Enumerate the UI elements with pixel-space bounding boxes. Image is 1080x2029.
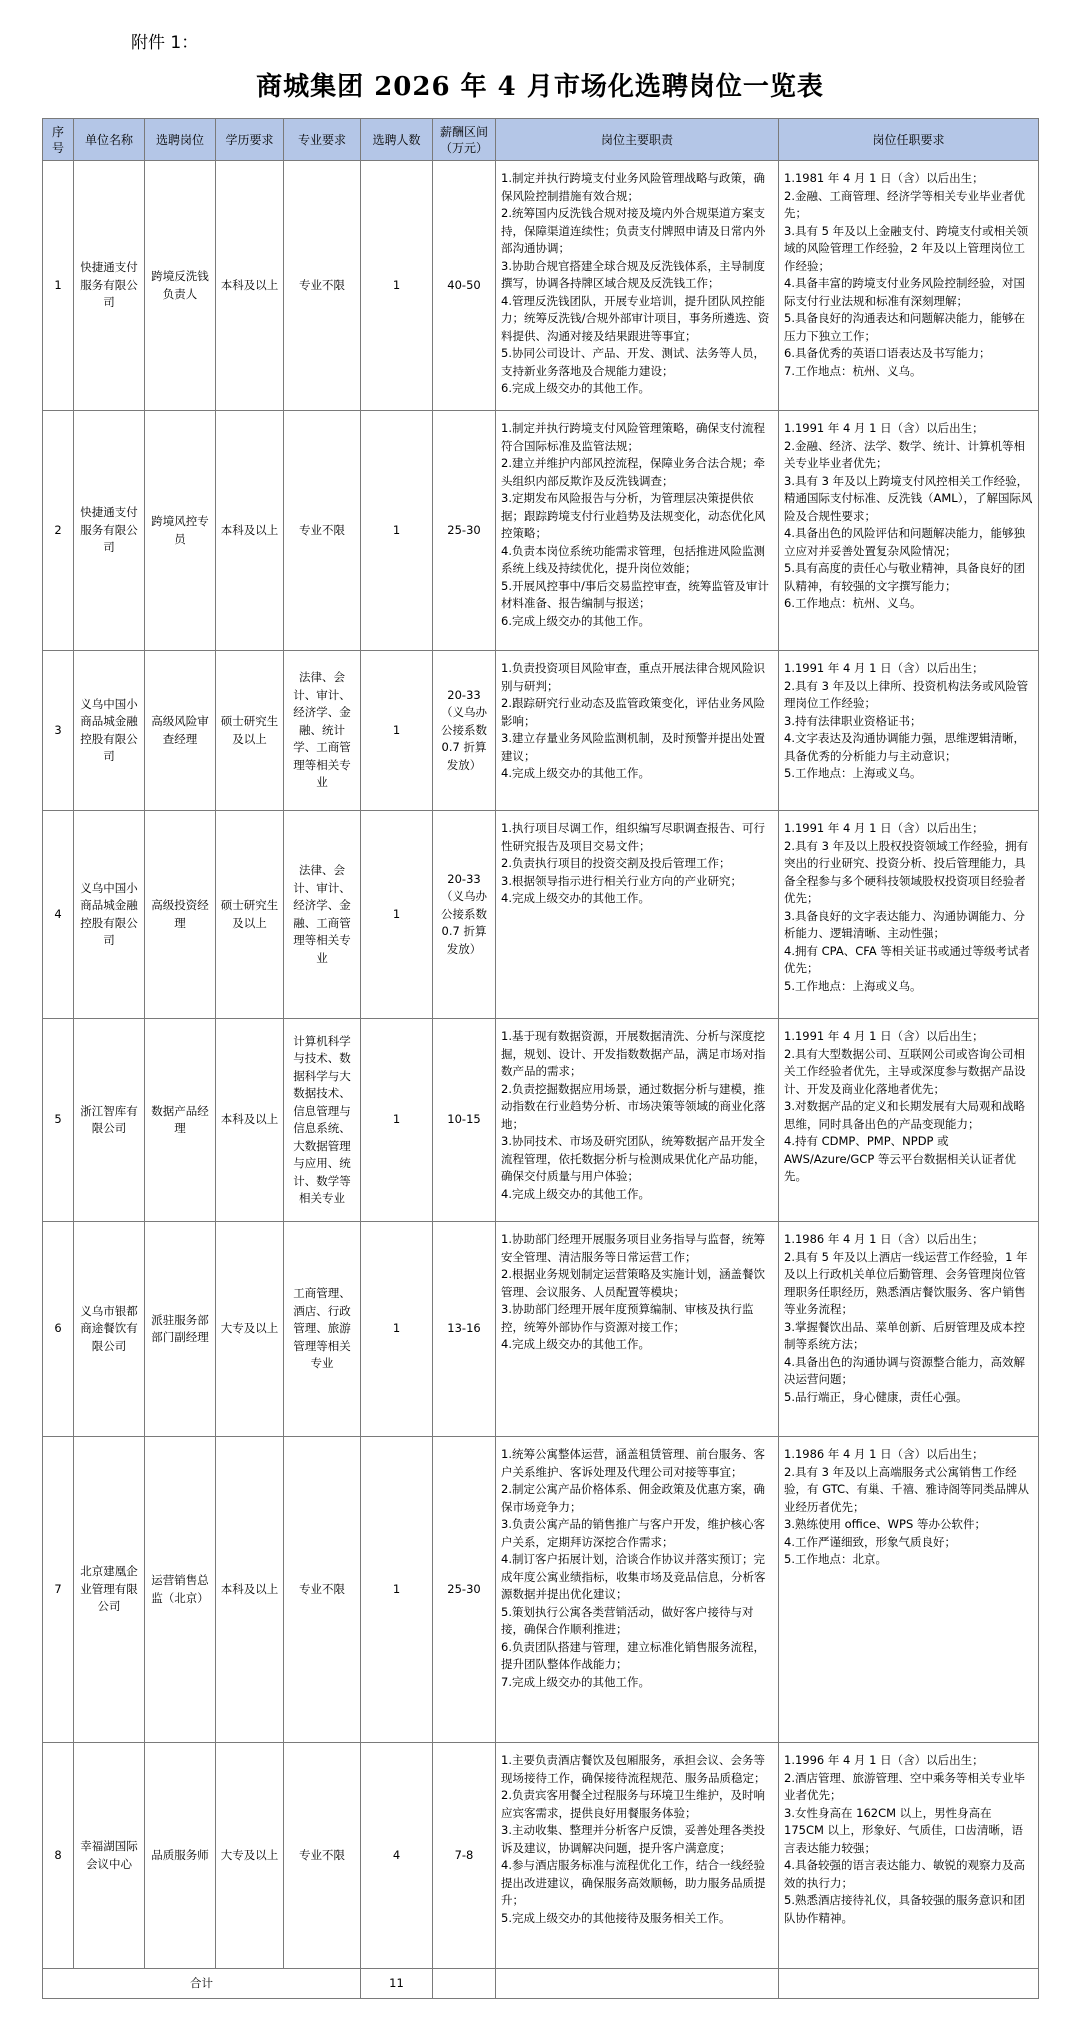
row-seq: 5 — [43, 1019, 74, 1222]
duty-item: 5.完成上级交办的其他接待及服务相关工作。 — [501, 1910, 731, 1925]
duty-item: 5.开展风控事中/事后交易监控审查，统筹监管及审计材料准备、报告编制与报送； — [501, 578, 769, 610]
row-education: 本科及以上 — [216, 161, 284, 411]
table-header-row — [43, 119, 1039, 161]
duty-item: 1.协助部门经理开展服务项目业务指导与监督，统筹安全管理、清洁服务等日常运营工作； — [501, 1232, 765, 1264]
row-count: 4 — [361, 1743, 433, 1969]
row-salary: 40-50 — [433, 161, 496, 411]
duty-item: 2.负责宾客用餐全过程服务与环境卫生维护，及时响应宾客需求，提供良好用餐服务体验； — [501, 1788, 765, 1820]
duty-item: 3.协同技术、市场及研究团队，统筹数据产品开发全流程管理，依托数据分析与检测成果优化产品功能，确保交付质量与用户体验； — [501, 1134, 766, 1183]
requirement-item: 4.具备较强的语言表达能力、敏锐的观察力及高效的执行力； — [784, 1858, 1025, 1890]
duty-item: 1.负责投资项目风险审查，重点开展法律合规风险识别与研判； — [501, 661, 765, 693]
header-position: 选聘岗位 — [145, 119, 216, 161]
requirement-item: 3.具有 5 年及以上金融支付、跨境支付或相关领域的风险管理工作经验，2 年及以上管理岗位工作经验； — [784, 223, 1029, 273]
row-position: 派驻服务部部门副经理 — [145, 1222, 216, 1437]
row-salary: 20-33（义乌办公接系数 0.7 折算发放） — [433, 811, 496, 1019]
requirement-item: 1.1986 年 4 月 1 日（含）以后出生； — [784, 1447, 984, 1461]
header-salary: 薪酬区间（万元） — [433, 119, 496, 161]
row-education: 硕士研究生及以上 — [216, 811, 284, 1019]
row-education: 硕士研究生及以上 — [216, 651, 284, 811]
duty-item: 1.制定并执行跨境支付业务风险管理战略与政策，确保风险控制措施有效合规； — [501, 171, 765, 203]
requirement-item: 3.熟练使用 office、WPS 等办公软件； — [784, 1517, 986, 1531]
duty-item: 4.完成上级交办的其他工作。 — [501, 1186, 650, 1201]
duty-item: 6.完成上级交办的其他工作。 — [501, 613, 650, 628]
header-education: 学历要求 — [216, 119, 284, 161]
table-row — [43, 1222, 1039, 1437]
row-seq: 6 — [43, 1222, 74, 1437]
total-row — [43, 1969, 1039, 1999]
row-education: 大专及以上 — [216, 1222, 284, 1437]
requirement-item: 1.1981 年 4 月 1 日（含）以后出生； — [784, 171, 984, 185]
duty-item: 4.负责本岗位系统功能需求管理，包括推进风险监测系统上线及持续优化，提升岗位效能； — [501, 543, 765, 575]
requirement-item: 2.酒店管理、旅游管理、空中乘务等相关专业毕业者优先； — [784, 1770, 1025, 1802]
table-row — [43, 411, 1039, 651]
row-unit-name: 义乌中国小商品城金融控股有限公司 — [74, 811, 145, 1019]
requirement-item: 3.具有 3 年及以上跨境支付风控相关工作经验，精通国际支付标准、反洗钱（AML），了解国际风险及合规性要求； — [784, 473, 1033, 523]
row-position: 品质服务师 — [145, 1743, 216, 1969]
duty-item: 3.主动收集、整理并分析客户反馈，妥善处理各类投诉及建议，协调解决问题，提升客户满意度； — [501, 1823, 765, 1855]
table-row — [43, 1019, 1039, 1222]
duty-item: 3.协助部门经理开展年度预算编制、审核及执行监控，统筹外部协作与资源对接工作； — [501, 1302, 754, 1334]
row-seq: 3 — [43, 651, 74, 811]
requirement-item: 5.工作地点：上海或义乌。 — [784, 766, 922, 780]
row-position: 跨境风控专员 — [145, 411, 216, 651]
row-unit-name: 幸福湖国际会议中心 — [74, 1743, 145, 1969]
row-requirements — [779, 1019, 1039, 1222]
requirement-item: 4.持有 CDMP、PMP、NPDP 或 AWS/Azure/GCP 等云平台数据相关认证者优先。 — [784, 1134, 1016, 1183]
requirement-item: 5.熟悉酒店接待礼仪，具备较强的服务意识和团队协作精神。 — [784, 1893, 1025, 1925]
row-unit-name: 浙江智库有限公司 — [74, 1019, 145, 1222]
duty-item: 4.完成上级交办的其他工作。 — [501, 1337, 650, 1351]
attachment-label: 附件 1： — [131, 33, 199, 53]
table-row — [43, 1437, 1039, 1743]
duty-item: 1.主要负责酒店餐饮及包厢服务，承担会议、会务等现场接待工作，确保接待流程规范、服务品质稳定； — [501, 1753, 766, 1785]
requirement-item: 1.1991 年 4 月 1 日（含）以后出生； — [784, 661, 984, 675]
row-salary: 25-30 — [433, 411, 496, 651]
total-empty-cell — [496, 1969, 779, 1999]
duty-item: 5.协同公司设计、产品、开发、测试、法务等人员，支持新业务落地及合规能力建设； — [501, 346, 765, 378]
requirement-item: 4.工作严谨细致，形象气质良好； — [784, 1534, 956, 1549]
row-position: 数据产品经理 — [145, 1019, 216, 1222]
positions-table — [42, 118, 1039, 1999]
requirement-item: 7.工作地点：杭州、义乌。 — [784, 363, 922, 378]
total-count: 11 — [361, 1969, 433, 1999]
requirement-item: 3.对数据产品的定义和长期发展有大局观和战略思维，同时具备出色的产品变现能力； — [784, 1099, 1025, 1131]
row-major: 专业不限 — [284, 161, 361, 411]
header-major: 专业要求 — [284, 119, 361, 161]
row-major: 法律、会计、审计、经济学、金融、统计学、工商管理等相关专业 — [284, 651, 361, 811]
requirement-item: 4.具备出色的沟通协调与资源整合能力，高效解决运营问题； — [784, 1354, 1025, 1386]
row-requirements — [779, 1743, 1039, 1969]
row-unit-name: 快捷通支付服务有限公司 — [74, 411, 145, 651]
row-position: 运营销售总监（北京） — [145, 1437, 216, 1743]
row-seq: 4 — [43, 811, 74, 1019]
header-unit: 单位名称 — [74, 119, 145, 161]
duty-item: 6.负责团队搭建与管理，建立标准化销售服务流程，提升团队整体作战能力； — [501, 1639, 765, 1671]
row-duties — [496, 161, 779, 411]
duty-item: 1.执行项目尽调工作，组织编写尽职调查报告、可行性研究报告及项目交易文件； — [501, 821, 765, 853]
duty-item: 1.制定并执行跨境支付风险管理策略，确保支付流程符合国际标准及监管法规； — [501, 421, 765, 453]
duty-item: 4.管理反洗钱团队，开展专业培训，提升团队风控能力；统筹反洗钱/合规外部审计项目，事务所遴选、资料提供、沟通对接及结果跟进等事宜； — [501, 293, 770, 343]
row-requirements — [779, 161, 1039, 411]
row-duties — [496, 1437, 779, 1743]
row-unit-name: 义乌中国小商品城金融控股有限公司 — [74, 651, 145, 811]
row-position: 高级投资经理 — [145, 811, 216, 1019]
row-requirements — [779, 1437, 1039, 1743]
row-requirements — [779, 811, 1039, 1019]
requirement-item: 5.工作地点：北京。 — [784, 1552, 887, 1566]
requirement-item: 1.1991 年 4 月 1 日（含）以后出生； — [784, 821, 984, 835]
row-requirements — [779, 1222, 1039, 1437]
row-duties — [496, 1743, 779, 1969]
total-empty-cell — [779, 1969, 1039, 1999]
duty-item: 1.基于现有数据资源，开展数据清洗、分析与深度挖掘，规划、设计、开发指数数据产品，满足市场对指数产品的需求； — [501, 1029, 766, 1078]
row-salary: 10-15 — [433, 1019, 496, 1222]
requirement-item: 5.品行端正，身心健康，责任心强。 — [784, 1389, 968, 1404]
row-duties — [496, 1019, 779, 1222]
row-major: 专业不限 — [284, 1437, 361, 1743]
row-unit-name: 义乌市银都商途餐饮有限公司 — [74, 1222, 145, 1437]
row-seq: 7 — [43, 1437, 74, 1743]
requirement-item: 2.具有 3 年及以上股权投资领域工作经验，拥有突出的行业研究、投资分析、投后管理能力，具备全程参与多个硬科技领域股权投资项目经验者优先； — [784, 838, 1029, 905]
row-unit-name: 快捷通支付服务有限公司 — [74, 161, 145, 411]
requirement-item: 5.具有高度的责任心与敬业精神，具备良好的团队精神，有较强的文字撰写能力； — [784, 561, 1025, 593]
row-major: 专业不限 — [284, 1743, 361, 1969]
row-count: 1 — [361, 1437, 433, 1743]
requirement-item: 1.1991 年 4 月 1 日（含）以后出生； — [784, 421, 984, 435]
row-duties — [496, 651, 779, 811]
duty-item: 2.统筹国内反洗钱合规对接及境内外合规渠道方案支持，保障渠道连续性；负责支付牌照申请及日常内外部沟通协调； — [501, 206, 766, 255]
row-requirements — [779, 651, 1039, 811]
duty-item: 6.完成上级交办的其他工作。 — [501, 381, 650, 395]
row-position: 跨境反洗钱负责人 — [145, 161, 216, 411]
row-major: 专业不限 — [284, 411, 361, 651]
duty-item: 2.负责执行项目的投资交割及投后管理工作； — [501, 856, 731, 870]
duty-item: 3.协助合规官搭建全球合规及反洗钱体系，主导制度撰写，协调各持牌区域合规及反洗钱工作； — [501, 258, 765, 290]
row-education: 本科及以上 — [216, 1019, 284, 1222]
requirement-item: 5.工作地点：上海或义乌。 — [784, 978, 922, 993]
requirement-item: 4.具备丰富的跨境支付业务风险控制经验，对国际支付行业法规和标准有深刻理解； — [784, 276, 1025, 308]
duty-item: 3.建立存量业务风险监测机制，及时预警并提出处置建议； — [501, 731, 765, 763]
total-empty-cell — [433, 1969, 496, 1999]
requirement-item: 4.拥有 CPA、CFA 等相关证书或通过等级考试者优先； — [784, 943, 1030, 975]
row-seq: 8 — [43, 1743, 74, 1969]
duty-item: 4.制订客户拓展计划，洽谈合作协议并落实预订；完成年度公寓业绩指标，收集市场及竞品信息，分析客源数据并提出优化建议； — [501, 1552, 766, 1601]
duty-item: 7.完成上级交办的其他工作。 — [501, 1674, 650, 1689]
duty-item: 3.根据领导指示进行相关行业方向的产业研究； — [501, 873, 742, 888]
requirement-item: 2.具有 3 年及以上高端服务式公寓销售工作经验，有 GTC、有巢、千禧、雅诗阁等同类品牌从业经历者优先； — [784, 1464, 1030, 1514]
row-salary: 13-16 — [433, 1222, 496, 1437]
table-row — [43, 161, 1039, 411]
header-duties: 岗位主要职责 — [496, 119, 779, 161]
row-count: 1 — [361, 1222, 433, 1437]
row-count: 1 — [361, 1019, 433, 1222]
row-count: 1 — [361, 411, 433, 651]
total-label: 合计 — [43, 1969, 361, 1999]
row-salary: 25-30 — [433, 1437, 496, 1743]
requirement-item: 1.1991 年 4 月 1 日（含）以后出生； — [784, 1029, 984, 1043]
row-requirements — [779, 411, 1039, 651]
requirement-item: 2.金融、经济、法学、数学、统计、计算机等相关专业毕业者优先； — [784, 438, 1025, 470]
row-duties — [496, 811, 779, 1019]
row-salary: 7-8 — [433, 1743, 496, 1969]
requirement-item: 3.持有法律职业资格证书； — [784, 713, 922, 728]
requirement-item: 2.具有 5 年及以上酒店一线运营工作经验，1 年及以上行政机关单位后勤管理、会务管理岗位管理职务任职经历，熟悉酒店餐饮服务、客户销售等业务流程； — [784, 1249, 1028, 1316]
duty-item: 4.参与酒店服务标准与流程优化工作，结合一线经验提出改进建议，确保服务高效顺畅，助力服务品质提升； — [501, 1858, 766, 1907]
duty-item: 4.完成上级交办的其他工作。 — [501, 891, 650, 905]
row-major: 计算机科学与技术、数据科学与大数据技术、信息管理与信息系统、大数据管理与应用、统计、数学等相关专业 — [284, 1019, 361, 1222]
duty-item: 4.完成上级交办的其他工作。 — [501, 766, 650, 780]
row-seq: 2 — [43, 411, 74, 651]
duty-item: 5.策划执行公寓各类营销活动，做好客户接待与对接，确保合作顺利推进； — [501, 1604, 754, 1636]
requirement-item: 2.金融、工商管理、经济学等相关专业毕业者优先； — [784, 188, 1025, 220]
requirement-item: 6.工作地点：杭州、义乌。 — [784, 596, 922, 610]
row-education: 本科及以上 — [216, 411, 284, 651]
duty-item: 2.建立并维护内部风控流程，保障业务合法合规；牵头组织内部反欺诈及反洗钱调查； — [501, 456, 765, 488]
table-row — [43, 651, 1039, 811]
duty-item: 2.负责挖掘数据应用场景，通过数据分析与建模，推动指数在行业趋势分析、市场决策等领域的商业化落地； — [501, 1081, 766, 1131]
requirement-item: 1.1996 年 4 月 1 日（含）以后出生； — [784, 1753, 984, 1767]
requirement-item: 3.女性身高在 162CM 以上，男性身高在 175CM 以上，形象好、气质佳，口齿清晰，语言表达能力较强； — [784, 1805, 1024, 1855]
header-count: 选聘人数 — [361, 119, 433, 161]
duty-item: 3.负责公寓产品的销售推广与客户开发，维护核心客户关系，定期拜访深挖合作需求； — [501, 1517, 765, 1549]
row-education: 本科及以上 — [216, 1437, 284, 1743]
requirement-item: 3.具备良好的文字表达能力、沟通协调能力、分析能力、逻辑清晰、主动性强； — [784, 908, 1025, 940]
requirement-item: 2.具有大型数据公司、互联网公司或咨询公司相关工作经验者优先，主导或深度参与数据产品设计、开发及商业化落地者优先； — [784, 1046, 1026, 1096]
requirement-item: 5.具备良好的沟通表达和问题解决能力，能够在压力下独立工作； — [784, 311, 1025, 343]
row-count: 1 — [361, 811, 433, 1019]
page-title: 商城集团 2026 年 4 月市场化选聘岗位一览表 — [256, 72, 824, 102]
requirement-item: 3.掌握餐饮出品、菜单创新、后厨管理及成本控制等系统方法； — [784, 1319, 1025, 1351]
row-duties — [496, 1222, 779, 1437]
row-education: 大专及以上 — [216, 1743, 284, 1969]
duty-item: 2.根据业务规划制定运营策略及实施计划，涵盖餐饮管理、会议服务、人员配置等模块； — [501, 1267, 765, 1299]
row-major: 工商管理、酒店、行政管理、旅游管理等相关专业 — [284, 1222, 361, 1437]
table-row — [43, 1743, 1039, 1969]
row-unit-name: 北京建凰企业管理有限公司 — [74, 1437, 145, 1743]
row-count: 1 — [361, 651, 433, 811]
row-position: 高级风险审查经理 — [145, 651, 216, 811]
table-row — [43, 811, 1039, 1019]
row-duties — [496, 411, 779, 651]
row-salary: 20-33（义乌办公接系数 0.7 折算发放） — [433, 651, 496, 811]
duty-item: 2.制定公寓产品价格体系、佣金政策及优惠方案，确保市场竞争力； — [501, 1482, 765, 1514]
duty-item: 2.跟踪研究行业动态及监管政策变化，评估业务风险影响； — [501, 696, 765, 728]
header-requirements: 岗位任职要求 — [779, 119, 1039, 161]
requirement-item: 2.具有 3 年及以上律所、投资机构法务或风险管理岗位工作经验； — [784, 678, 1029, 710]
requirement-item: 4.文字表达及沟通协调能力强，思维逻辑清晰，具备优秀的分析能力与主动意识； — [784, 731, 1025, 763]
requirement-item: 1.1986 年 4 月 1 日（含）以后出生； — [784, 1232, 984, 1246]
duty-item: 3.定期发布风险报告与分析，为管理层决策提供依据；跟踪跨境支付行业趋势及法规变化，动态优化风控策略； — [501, 491, 766, 540]
row-seq: 1 — [43, 161, 74, 411]
requirement-item: 4.具备出色的风险评估和问题解决能力，能够独立应对并妥善处置复杂风险情况； — [784, 526, 1025, 558]
duty-item: 1.统筹公寓整体运营，涵盖租赁管理、前台服务、客户关系维护、客诉处理及代理公司对接等事宜； — [501, 1447, 765, 1479]
row-major: 法律、会计、审计、经济学、金融、工商管理等相关专业 — [284, 811, 361, 1019]
requirement-item: 6.具备优秀的英语口语表达及书写能力； — [784, 346, 991, 360]
row-count: 1 — [361, 161, 433, 411]
header-seq: 序号 — [43, 119, 74, 161]
